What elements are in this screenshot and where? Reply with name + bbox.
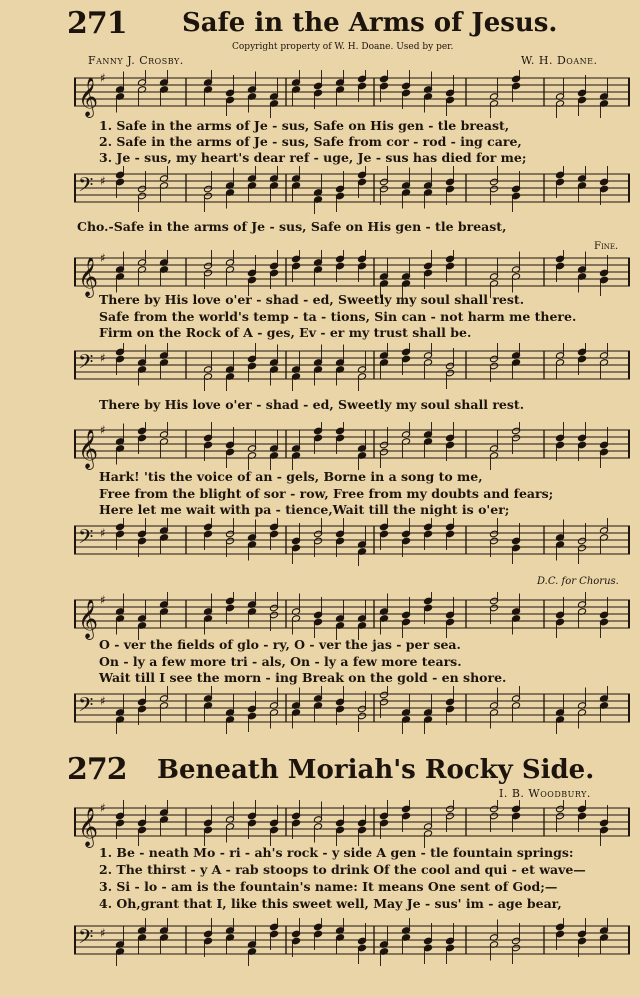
hymn-copyright: Copyright property of W. H. Doane. Used by per.	[232, 42, 454, 52]
verse-line: 2. Safe in the arms of Je - sus, Safe from cor - rod - ing care,	[99, 134, 522, 149]
verse-line: 3. Si - lo - am is the fountain's name: It means One sent of God;—	[99, 879, 558, 894]
hymn-number: 271	[67, 6, 127, 41]
svg-text:♯: ♯	[100, 801, 106, 815]
chorus-line: Cho.-Safe in the arms of Je - sus, Safe on His gen - tle breast,	[77, 219, 507, 234]
bass-staff	[74, 918, 630, 966]
hymn-composer: W. H. Doane.	[521, 54, 598, 67]
verse-line: Free from the blight of sor - row, Free from my doubts and fears;	[99, 486, 554, 501]
verse-line: 1. Safe in the arms of Je - sus, Safe on His gen - tle breast,	[99, 118, 510, 133]
verse-line: 2. The thirst - y A - rab stoops to drink Of the cool and qui - et wave—	[99, 862, 586, 877]
treble-staff	[74, 592, 630, 640]
treble-staff	[74, 70, 630, 118]
dc-mark: D.C. for Chorus.	[537, 576, 619, 587]
svg-text:𝄞: 𝄞	[78, 807, 99, 847]
bass-staff	[74, 166, 630, 214]
svg-text:𝄞: 𝄞	[78, 77, 99, 117]
svg-text:♯: ♯	[100, 351, 106, 365]
treble-staff	[74, 250, 630, 298]
svg-text:♯: ♯	[100, 526, 106, 540]
verse-line: Safe from the world's temp - ta - tions, Sin can - not harm me there.	[99, 309, 577, 324]
hymn-title: Beneath Moriah's Rocky Side.	[157, 755, 595, 785]
verse-line: Wait till I see the morn - ing Break on the gold - en shore.	[99, 670, 507, 685]
hymn-composer: I. B. Woodbury.	[499, 787, 591, 800]
bass-staff	[74, 686, 630, 734]
hymn-number: 272	[67, 752, 127, 787]
svg-text:𝄞: 𝄞	[78, 257, 99, 297]
bass-staff	[74, 343, 630, 391]
svg-text:𝄢: 𝄢	[78, 693, 94, 721]
verse-line: 1. Be - neath Mo - ri - ah's rock - y side A gen - tle fountain springs:	[99, 845, 574, 860]
svg-text:𝄢: 𝄢	[78, 925, 94, 953]
treble-staff	[74, 800, 630, 848]
chorus-line: There by His love o'er - shad - ed, Sweetly my soul shall rest.	[99, 397, 525, 412]
svg-text:♯: ♯	[100, 694, 106, 708]
svg-text:♯: ♯	[100, 251, 106, 265]
svg-text:♯: ♯	[100, 71, 106, 85]
verse-line: Hark! 'tis the voice of an - gels, Borne in a song to me,	[99, 469, 483, 484]
svg-text:♯: ♯	[100, 174, 106, 188]
hymn-author: Fanny J. Crosby.	[88, 54, 184, 67]
verse-line: O - ver the fields of glo - ry, O - ver the jas - per sea.	[99, 637, 461, 652]
verse-line: On - ly a few more tri - als, On - ly a few more tears.	[99, 654, 462, 669]
verse-line: Here let me wait with pa - tience,Wait till the night is o'er;	[99, 502, 510, 517]
svg-text:𝄢: 𝄢	[78, 350, 94, 378]
svg-text:♯: ♯	[100, 423, 106, 437]
verse-line: There by His love o'er - shad - ed, Sweetly my soul shall rest.	[99, 292, 525, 307]
hymn-title: Safe in the Arms of Jesus.	[182, 8, 558, 38]
verse-line: Firm on the Rock of A - ges, Ev - er my trust shall be.	[99, 325, 472, 340]
verse-line: 3. Je - sus, my heart's dear ref - uge, Je - sus has died for me;	[99, 150, 527, 165]
treble-staff	[74, 422, 630, 470]
svg-text:𝄢: 𝄢	[78, 525, 94, 553]
svg-text:𝄞: 𝄞	[78, 599, 99, 639]
svg-text:♯: ♯	[100, 926, 106, 940]
fine-mark: Fine.	[594, 241, 619, 252]
svg-text:♯: ♯	[100, 593, 106, 607]
svg-text:𝄢: 𝄢	[78, 173, 94, 201]
verse-line: 4. Oh,grant that I, like this sweet well, May Je - sus' im - age bear,	[99, 896, 562, 911]
bass-staff	[74, 518, 630, 566]
svg-text:𝄞: 𝄞	[78, 429, 99, 469]
